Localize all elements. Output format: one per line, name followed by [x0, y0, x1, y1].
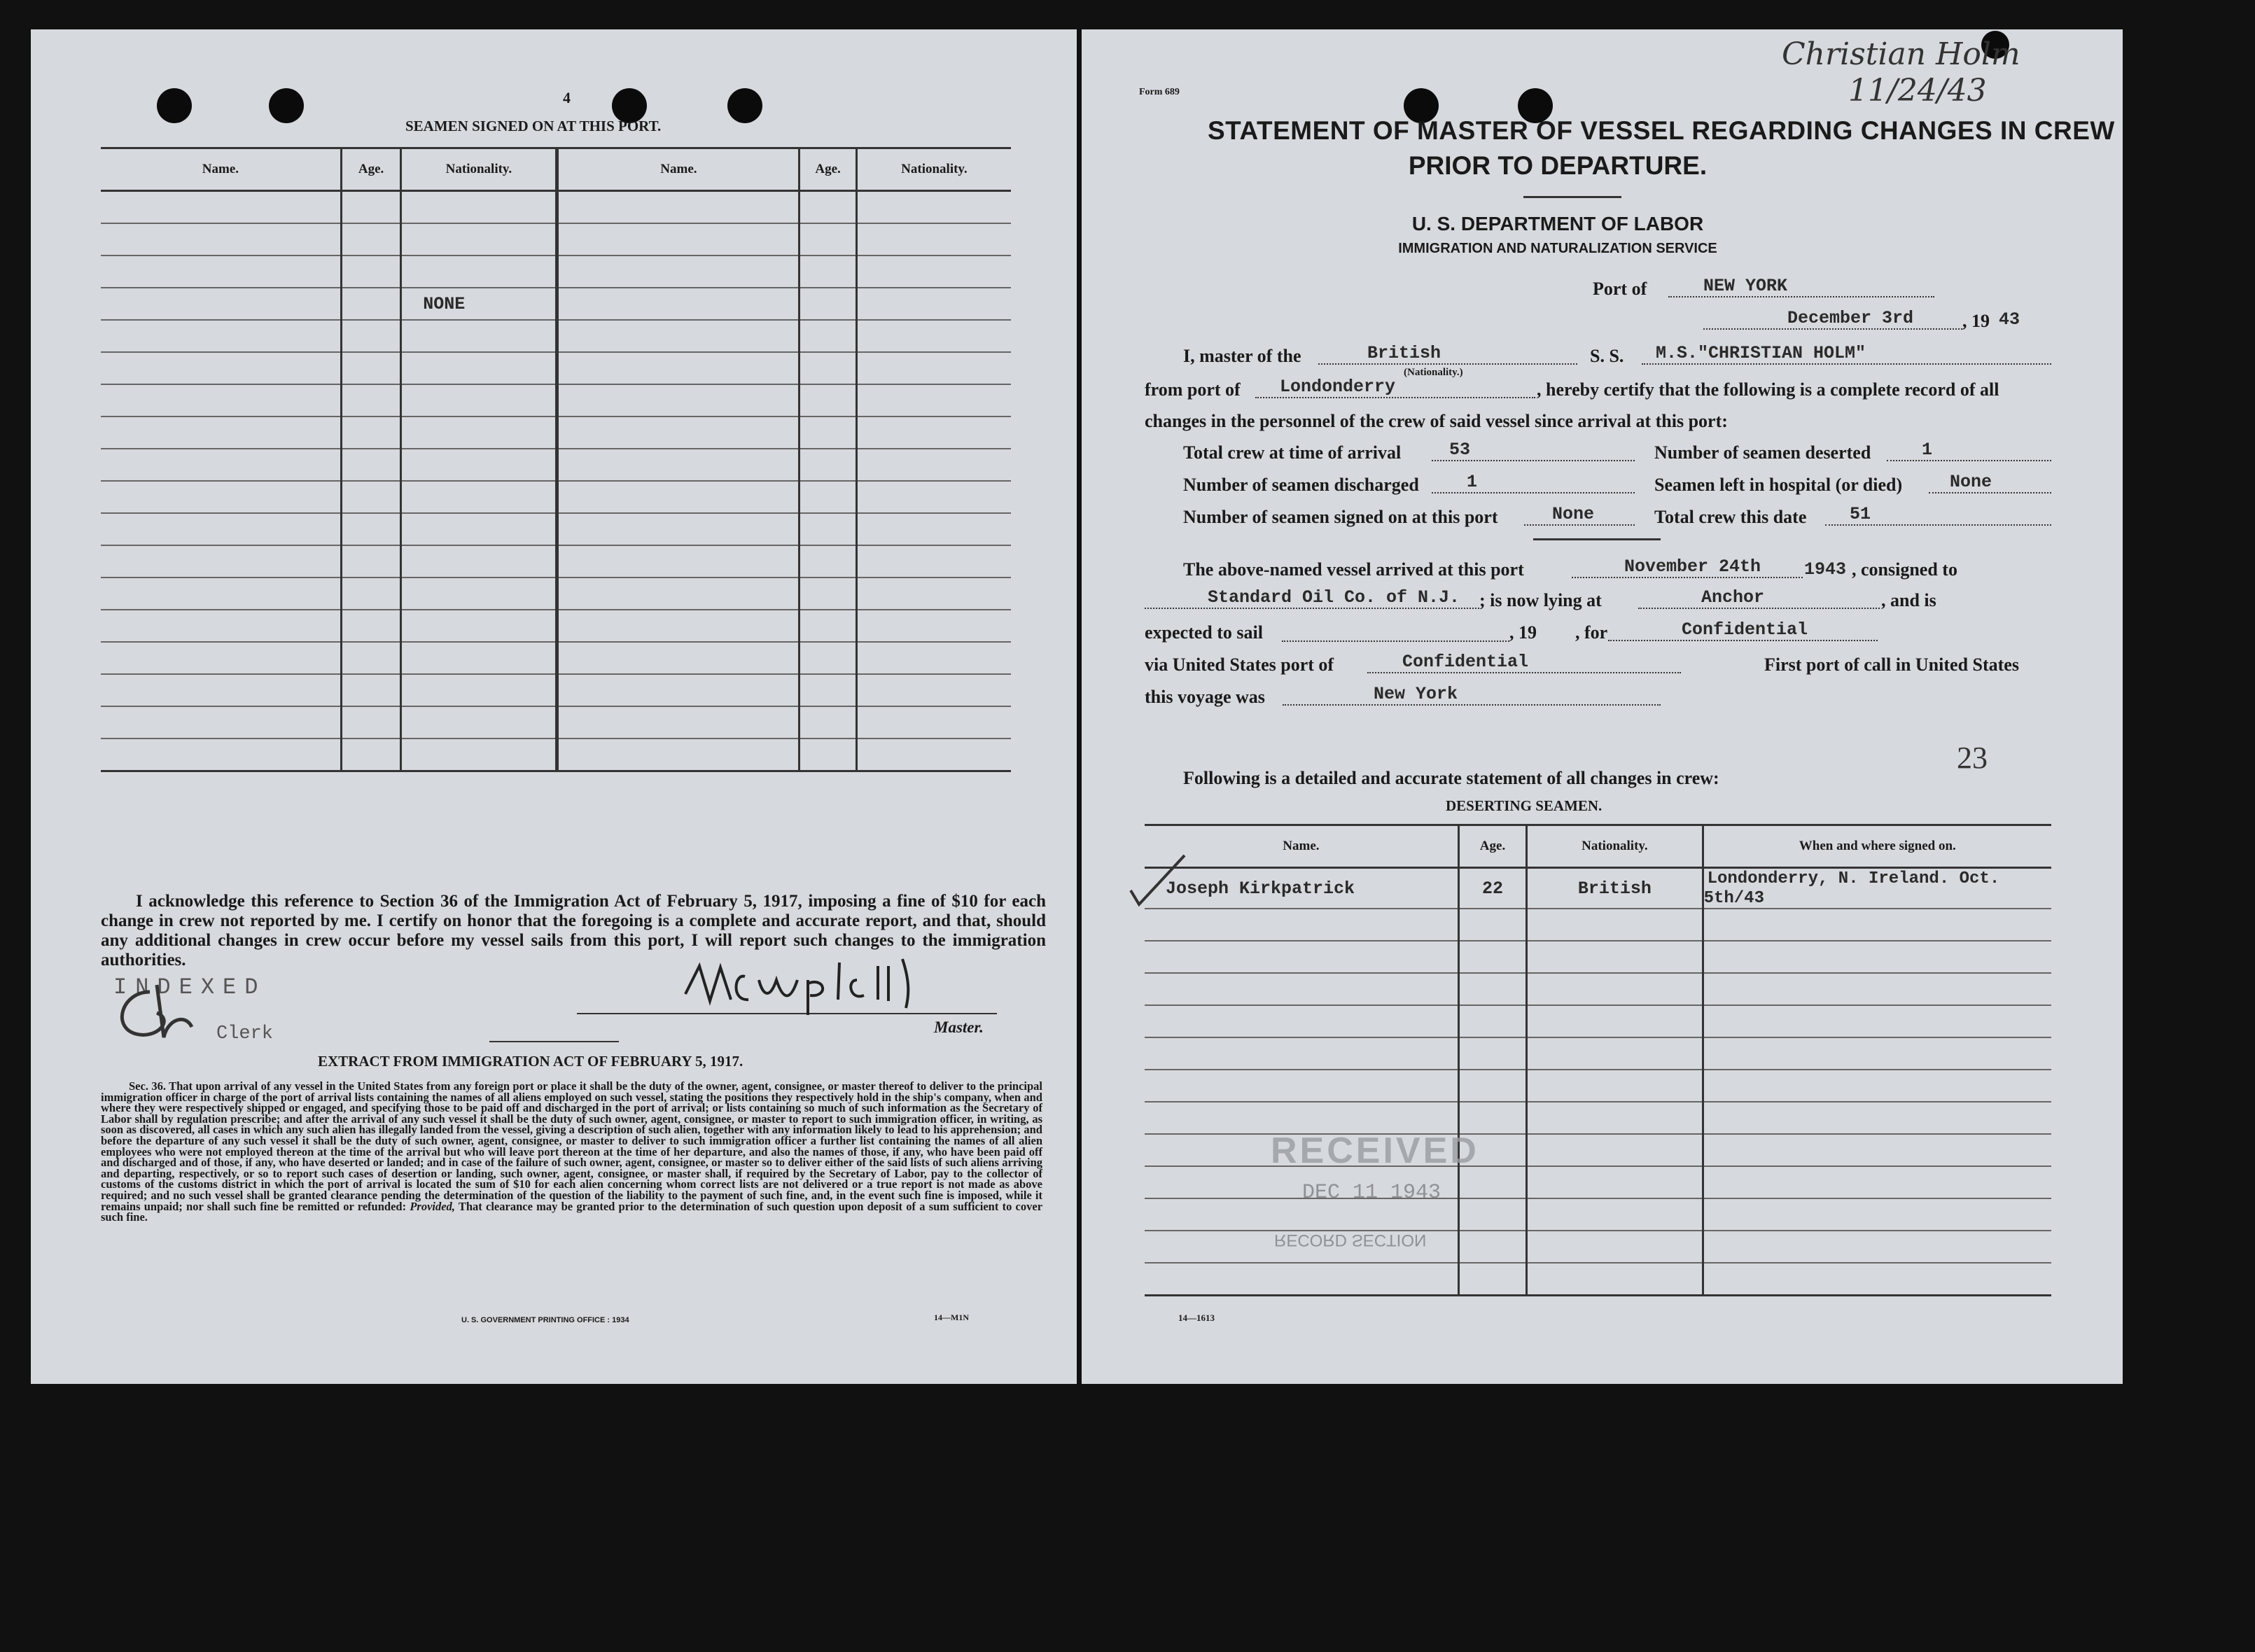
received-sub-stamp: RECORD SECTION [1274, 1231, 1427, 1250]
received-date-stamp: DEC 11 1943 [1302, 1181, 1441, 1205]
column-header-nationality: Nationality. [401, 148, 557, 191]
hospital-label: Seamen left in hospital (or died) [1654, 475, 1903, 495]
column-header-nationality: Nationality. [1527, 825, 1703, 868]
for-field [1608, 620, 1878, 641]
deserting-title: DESERTING SEAMEN. [1446, 797, 1603, 814]
table-row [101, 449, 1011, 481]
master-label: Master. [934, 1018, 984, 1036]
table-row [1145, 868, 2051, 909]
nineteen-text: , 19 [1509, 622, 1537, 643]
printer-line: U. S. GOVERNMENT PRINTING OFFICE : 1934 [461, 1316, 629, 1324]
section-36-text [101, 1081, 1042, 1223]
clerk-label: Clerk [216, 1023, 274, 1044]
table-row [1145, 1263, 2051, 1296]
sec-label: Sec. 36. [129, 1079, 166, 1093]
total-crew-date-value: 51 [1850, 504, 1871, 524]
column-header-name: Name. [101, 148, 341, 191]
port-value: NEW YORK [1703, 276, 1788, 296]
punch-hole [727, 88, 762, 123]
received-stamp: RECEIVED [1271, 1130, 1479, 1171]
first-port-text: First port of call in United States [1764, 654, 2019, 675]
punch-hole [157, 88, 192, 123]
total-rule [1533, 538, 1661, 540]
voyage-field [1283, 684, 1661, 706]
column-header-nationality: Nationality. [856, 148, 1011, 191]
column-header-name: Name. [1145, 825, 1458, 868]
total-crew-arrival-label: Total crew at time of arrival [1183, 442, 1402, 463]
consigned-text: , consigned to [1852, 559, 1957, 580]
provided-word: Provided, [410, 1199, 455, 1213]
table-row [101, 481, 1011, 513]
nationality-value: British [1367, 343, 1441, 363]
date-field [1703, 308, 1962, 330]
handwritten-date: 11/24/43 [1848, 73, 1987, 108]
arrival-date-field [1572, 556, 1803, 578]
signed-on-field [1524, 504, 1635, 526]
table-row [101, 642, 1011, 674]
voyage-text: this voyage was [1145, 687, 1265, 707]
master-signature [678, 952, 930, 1018]
acknowledgement-text: I acknowledge this reference to Section 36 of the Immigration Act of February 5, 1917, imposing a fine of $10 for each change in crew not reported by me. I certify on honor that the foregoing is a complete and accurate report, and that, should any additional changes in crew occur before my vessel sails from this port, I will report such changes to the immigration authorities. [101, 892, 1046, 969]
consignee-field [1145, 587, 1479, 609]
table-row [1145, 1037, 2051, 1070]
right-page [1082, 29, 2123, 1384]
indexed-stamp: INDEXED [113, 974, 267, 1000]
clerk-signature-line [489, 1041, 619, 1042]
and-is-text: , and is [1881, 590, 1936, 610]
table-row [1145, 1198, 2051, 1231]
table-row [101, 255, 1011, 288]
via-text: via United States port of [1145, 654, 1334, 675]
extract-title: EXTRACT FROM IMMIGRATION ACT OF FEBRUARY 5, 1917. [318, 1053, 743, 1070]
department-name: U. S. DEPARTMENT OF LABOR [1411, 213, 1704, 234]
from-port-label: from port of [1145, 379, 1241, 400]
column-header-age: Age. [800, 148, 856, 191]
vessel-name-field [1642, 343, 2051, 365]
for-text: , for [1575, 622, 1608, 643]
expected-date-field [1282, 620, 1509, 642]
seaman-name: Joseph Kirkpatrick [1166, 878, 1355, 899]
table-row [101, 352, 1011, 384]
seaman-signed-on: Londonderry, N. Ireland. Oct. 5th/43 [1703, 869, 2000, 908]
table-row [101, 416, 1011, 449]
total-crew-arrival-field [1432, 440, 1635, 461]
lying-text: ; is now lying at [1479, 590, 1602, 610]
count-number: 23 [1957, 741, 1988, 775]
handwritten-vessel-name: Christian Holm [1782, 36, 2020, 72]
form-code: 14—M1N [934, 1312, 969, 1322]
table-row [101, 191, 1011, 224]
signed-on-label: Number of seamen signed on at this port [1183, 507, 1498, 527]
column-header-age: Age. [1458, 825, 1526, 868]
port-field [1668, 276, 1934, 298]
clerk-initials-signature [108, 978, 199, 1048]
following-text: Following is a detailed and accurate statement of all changes in crew: [1183, 768, 1719, 788]
table-row [101, 545, 1011, 578]
table-row [1145, 1005, 2051, 1037]
expected-text: expected to sail [1145, 622, 1263, 643]
table-row [101, 223, 1011, 255]
left-page [31, 29, 1077, 1384]
nationality-field [1318, 343, 1577, 365]
column-header-name: Name. [557, 148, 800, 191]
year-value: 43 [1999, 309, 2020, 330]
title-rule [1523, 196, 1621, 198]
certify-text: , hereby certify that the following is a complete record of all [1537, 379, 1999, 400]
year-prefix: , 19 [1962, 311, 1990, 331]
via-value: Confidential [1402, 652, 1529, 672]
section-tail: That clearance may be granted prior to the determination of such question upon deposit of a sum sufficient to cover such fine. [101, 1199, 1043, 1224]
punch-hole [269, 88, 304, 123]
table-row [101, 610, 1011, 642]
lying-field [1638, 587, 1880, 609]
lying-value: Anchor [1701, 587, 1765, 608]
total-crew-date-label: Total crew this date [1654, 507, 1807, 527]
table-row [101, 738, 1011, 771]
signed-on-value: None [1552, 504, 1595, 524]
deserted-value: 1 [1922, 440, 1933, 460]
table-row [101, 674, 1011, 706]
deserted-field [1887, 440, 2051, 461]
table-row [101, 288, 1011, 320]
table-row [101, 320, 1011, 352]
seaman-age: 22 [1481, 878, 1503, 899]
arrival-date: November 24th [1624, 556, 1761, 577]
table-row [101, 513, 1011, 545]
footer-code: 14—1613 [1178, 1312, 1215, 1323]
table-row [1145, 909, 2051, 941]
consignee-value: Standard Oil Co. of N.J. [1208, 587, 1460, 608]
master-of-text: I, master of the [1183, 346, 1301, 366]
page-number: 4 [563, 89, 571, 106]
form-title-line2: PRIOR TO DEPARTURE. [1408, 151, 1708, 180]
discharged-label: Number of seamen discharged [1183, 475, 1419, 495]
nationality-caption: (Nationality.) [1404, 367, 1463, 378]
check-mark-icon [1125, 848, 1188, 911]
total-crew-arrival-value: 53 [1449, 440, 1471, 460]
discharged-field [1432, 472, 1635, 493]
seaman-nationality: British [1577, 878, 1652, 899]
table-row [101, 706, 1011, 738]
form-label: Form 689 [1139, 87, 1180, 97]
ss-label: S. S. [1590, 346, 1624, 366]
service-name: IMMIGRATION AND NATURALIZATION SERVICE [1398, 241, 1717, 256]
arrived-text: The above-named vessel arrived at this port [1183, 559, 1524, 580]
discharged-value: 1 [1467, 472, 1478, 492]
none-entry: NONE [423, 293, 466, 314]
certify-text-2: changes in the personnel of the crew of said vessel since arrival at this port: [1145, 411, 1728, 431]
arrival-year: 1943 [1804, 559, 1847, 580]
hospital-field [1929, 472, 2051, 493]
table-row [101, 578, 1011, 610]
deserting-seamen-table [1145, 824, 2051, 1296]
from-port-value: Londonderry [1280, 377, 1396, 397]
deserted-label: Number of seamen deserted [1654, 442, 1871, 463]
table-row [1145, 973, 2051, 1005]
column-header-age: Age. [341, 148, 400, 191]
hospital-value: None [1950, 472, 1992, 492]
date-value: December 3rd [1787, 308, 1914, 328]
via-field [1367, 652, 1681, 673]
voyage-value: New York [1374, 684, 1458, 704]
for-value: Confidential [1682, 620, 1808, 640]
table-row [101, 384, 1011, 416]
from-port-field [1255, 377, 1535, 398]
column-header-signed-on: When and where signed on. [1703, 825, 2051, 868]
table-row [1145, 1070, 2051, 1102]
total-crew-date-field [1825, 504, 2051, 526]
section-title: SEAMEN SIGNED ON AT THIS PORT. [405, 118, 662, 134]
seamen-signed-table [101, 147, 1011, 772]
table-row [1145, 941, 2051, 973]
vessel-name: M.S."CHRISTIAN HOLM" [1656, 343, 1866, 363]
section-body: That upon arrival of any vessel in the United States from any foreign port or place it shall be the duty of the owner, agent, consignee, or master thereof to deliver to the principal immigration officer in charge of the port of arrival lists containing the names of all aliens employed on such vessel, stating the positions they respectively hold in the ship's company, when and where they were respectively shipped or engaged, and specifying those to be paid off and discharged in the port of arrival; or lists containing so much of such information as the Secretary of Labor shall by regulation prescribe; and after the arrival of any such vessel it shall be the duty of such owner, agent, consignee, or master to report to such immigration officer, in writing, as soon as discovered, all cases in which any such alien has illegally landed from the vessel, giving a description of such alien, together with any information likely to lead to his apprehension; and before the departure of any such vessel it shall be the duty of such owner, agent, consignee, or master to deliver to such immigration officer a further list containing the names of all alien employees who were not employed thereon at the time of the arrival but who will leave port thereon at the time of her departure, and also the names of those, if any, who have been paid off and discharged and of those, if any, who have deserted or landed; and in case of the failure of such owner, agent, consignee, or master so to deliver either of the said lists of such aliens arriving and departing, respectively, or so to report such cases of desertion or landing, such owner, agent, consignee, or master shall, if required by the Secretary of Labor, pay to the collector of customs of the customs district in which the port of arrival is located the sum of $10 for each alien concerning whom correct lists are not delivered or a true report is not made as above required; and no such vessel shall be granted clearance pending the determination of the question of the liability to the payment of such fine, and, in the event such fine is imposed, while it remains unpaid; nor shall such fine be remitted or refunded: [101, 1079, 1043, 1213]
form-title-line1: STATEMENT OF MASTER OF VESSEL REGARDING CHANGES IN CREW [1208, 116, 2115, 145]
port-label: Port of [1593, 279, 1647, 299]
